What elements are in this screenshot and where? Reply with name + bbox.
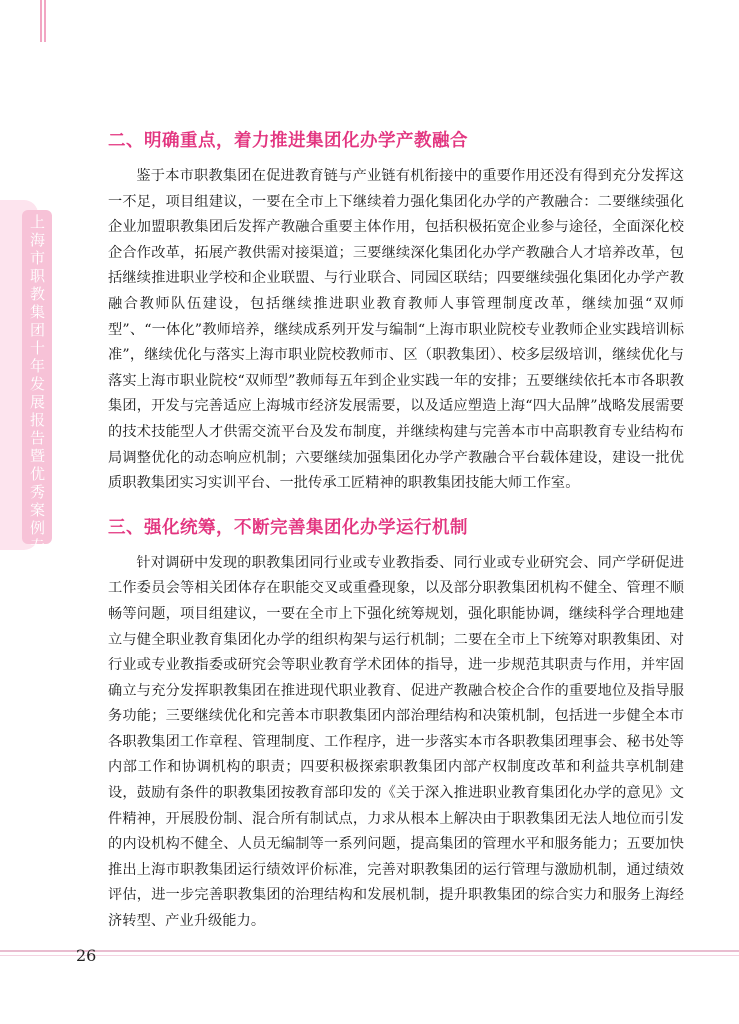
section-paragraph-2: 鉴于本市职教集团在促进教育链与产业链有机衔接中的重要作用还没有得到充分发挥这一不足，项目组建议，一要在全市上下继续着力强化集团化办学的产教融合：二要继续强化企业加盟职教集团后发挥产教融合重要主体作用，包括积极拓宽企业参与途径，全面深化校企合作改革，拓展产教供需对接渠道；三要继续深化集团化办学产教融合人才培养改革，包括继续推进职业学校和企业联盟、与行业联合、同园区联结；四要继续强化集团化办学产教融合教师队伍建设，包括继续推进职业教育教师人事管理制度改革，继续加强“双师型”、“一体化”教师培养，继续成系列开发与编制“上海市职业院校专业教师企业实践培训标准”，继续优化与落实上海市职业院校教师市、区（职教集团）、校多层级培训，继续优化与落实上海市职业院校“双师型”教师每五年到企业实践一年的安排；五要继续依托本市各职教集团，开发与完善适应上海城市经济发展需要，以及适应塑造上海“四大品牌”战略发展需要的技术技能型人才供需交流平台及发布制度，并继续构建与完善本市中高职教育专业结构布局调整优化的动态响应机制；六要继续加强集团化办学产教融合平台载体建设，建设一批优质职教集团实习实训平台、一批传承工匠精神的职教集团技能大师工作室。 (108, 168, 684, 492)
side-label: 上海市职教集团十年发展报告暨优秀案例专辑 (28, 214, 46, 574)
page-number: 26 (76, 946, 97, 965)
section-paragraph-3: 针对调研中发现的职教集团同行业或专业教指委、同行业或专业研究会、同产学研促进工作委员会等相关团体存在职能交叉或重叠现象，以及部分职教集团机构不健全、管理不顺畅等问题，项目组建议，一要在全市上下强化统筹规划，强化职能协调，继续科学合理地建立与健全职业教育集团化办学的组织构架与运行机制；二要在全市上下统筹对职教集团、对行业或专业教指委或研究会等职业教育学术团体的指导，进一步规范其职责与作用，并牢固确立与充分发挥职教集团在推进现代职业教育、促进产教融合校企合作的重要地位及指导服务功能；三要继续优化和完善本市职教集团内部治理结构和决策机制，包括进一步健全本市各职教集团工作章程、管理制度、工作程序，进一步落实本市各职教集团理事会、秘书处等内部工作和协调机构的职责；四要积极探索职教集团内部产权制度改革和利益共享机制建设，鼓励有条件的职教集团按教育部印发的《关于深入推进职业教育集团化办学的意见》文件精神，开展股份制、混合所有制试点，力求从根本上解决由于职教集团无法人地位而引发的内设机构不健全、人员无编制等一系列问题，提高集团的管理水平和服务能力；五要加快推出上海市职教集团运行绩效评价标准，完善对职教集团的运行管理与激励机制，通过绩效评估，进一步完善职教集团的治理结构和发展机制，提升职教集团的综合实力和服务上海经济转型、产业升级能力。 (108, 554, 684, 930)
footer-rule-thin (0, 955, 739, 956)
top-decor-line-right (44, 0, 46, 42)
section-heading-3: 三、强化统筹，不断完善集团化办学运行机制 (108, 517, 468, 538)
page-content (108, 128, 684, 935)
top-decor-line-left (40, 0, 42, 42)
section-heading-2: 二、明确重点，着力推进集团化办学产教融合 (108, 131, 468, 151)
footer-rule (0, 950, 739, 952)
